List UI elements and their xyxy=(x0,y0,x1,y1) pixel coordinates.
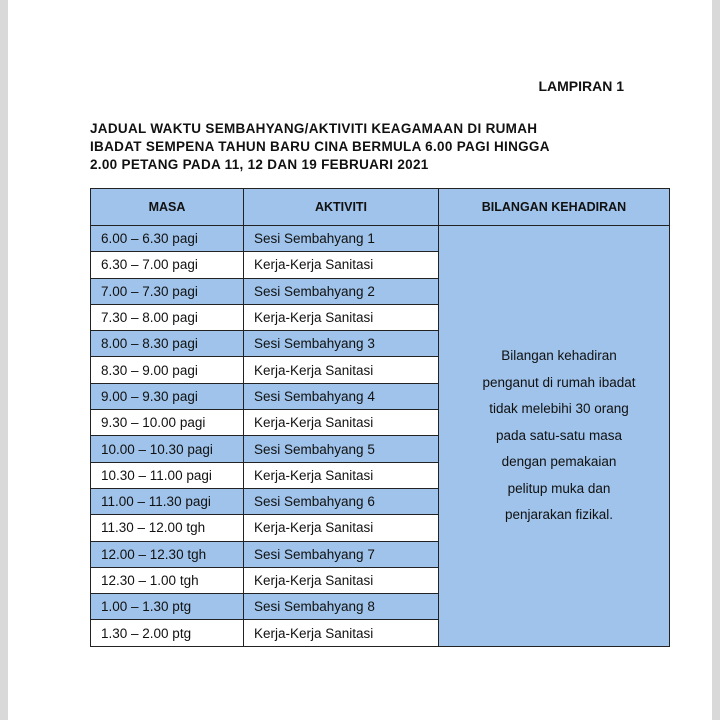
document-page xyxy=(8,0,712,720)
cell-masa: 6.00 – 6.30 pagi xyxy=(91,226,244,252)
attendance-note xyxy=(439,226,670,647)
cell-masa: 9.00 – 9.30 pagi xyxy=(91,383,244,409)
schedule-table xyxy=(90,188,670,647)
cell-masa: 7.30 – 8.00 pagi xyxy=(91,304,244,330)
cell-aktiviti: Kerja-Kerja Sanitasi xyxy=(244,620,439,646)
cell-masa: 7.00 – 7.30 pagi xyxy=(91,278,244,304)
attendance-note-line: tidak melebihi 30 orang xyxy=(489,401,629,417)
cell-masa: 9.30 – 10.00 pagi xyxy=(91,410,244,436)
cell-aktiviti: Sesi Sembahyang 7 xyxy=(244,541,439,567)
annex-label: LAMPIRAN 1 xyxy=(538,78,624,94)
cell-aktiviti: Sesi Sembahyang 8 xyxy=(244,594,439,620)
cell-aktiviti: Kerja-Kerja Sanitasi xyxy=(244,410,439,436)
header-masa: MASA xyxy=(91,189,244,226)
cell-masa: 12.00 – 12.30 tgh xyxy=(91,541,244,567)
document-heading xyxy=(90,120,640,174)
table-body xyxy=(91,226,670,647)
cell-aktiviti: Kerja-Kerja Sanitasi xyxy=(244,462,439,488)
attendance-note-line: pelitup muka dan xyxy=(507,480,611,496)
cell-aktiviti: Sesi Sembahyang 3 xyxy=(244,331,439,357)
cell-masa: 1.30 – 2.00 ptg xyxy=(91,620,244,646)
cell-masa: 10.00 – 10.30 pagi xyxy=(91,436,244,462)
attendance-note-line: dengan pemakaian xyxy=(501,454,617,470)
cell-masa: 11.30 – 12.00 tgh xyxy=(91,515,244,541)
cell-masa: 1.00 – 1.30 ptg xyxy=(91,594,244,620)
cell-masa: 8.00 – 8.30 pagi xyxy=(91,331,244,357)
cell-aktiviti: Kerja-Kerja Sanitasi xyxy=(244,357,439,383)
cell-aktiviti: Kerja-Kerja Sanitasi xyxy=(244,567,439,593)
cell-aktiviti: Sesi Sembahyang 5 xyxy=(244,436,439,462)
cell-aktiviti: Sesi Sembahyang 4 xyxy=(244,383,439,409)
header-bilangan-kehadiran: BILANGAN KEHADIRAN xyxy=(439,189,670,226)
cell-aktiviti: Kerja-Kerja Sanitasi xyxy=(244,515,439,541)
header-aktiviti: AKTIVITI xyxy=(244,189,439,226)
cell-aktiviti: Sesi Sembahyang 2 xyxy=(244,278,439,304)
cell-aktiviti: Kerja-Kerja Sanitasi xyxy=(244,252,439,278)
cell-masa: 6.30 – 7.00 pagi xyxy=(91,252,244,278)
attendance-note-line: penjarakan fizikal. xyxy=(504,507,614,523)
cell-aktiviti: Sesi Sembahyang 1 xyxy=(244,226,439,252)
cell-masa: 11.00 – 11.30 pagi xyxy=(91,488,244,514)
cell-aktiviti: Sesi Sembahyang 6 xyxy=(244,488,439,514)
heading-line-3: 2.00 PETANG PADA 11, 12 DAN 19 FEBRUARI 2021 xyxy=(90,157,429,172)
cell-masa: 8.30 – 9.00 pagi xyxy=(91,357,244,383)
attendance-note-line: pada satu-satu masa xyxy=(495,427,623,443)
heading-line-2: IBADAT SEMPENA TAHUN BARU CINA BERMULA 6.00 PAGI HINGGA xyxy=(90,139,550,154)
cell-masa: 12.30 – 1.00 tgh xyxy=(91,567,244,593)
attendance-note-line: Bilangan kehadiran xyxy=(501,348,617,364)
cell-masa: 10.30 – 11.00 pagi xyxy=(91,462,244,488)
table-row xyxy=(91,226,670,252)
cell-aktiviti: Kerja-Kerja Sanitasi xyxy=(244,304,439,330)
table-header-row xyxy=(91,189,670,226)
attendance-note-line: penganut di rumah ibadat xyxy=(482,374,636,390)
heading-line-1: JADUAL WAKTU SEMBAHYANG/AKTIVITI KEAGAMAAN DI RUMAH xyxy=(90,121,538,136)
